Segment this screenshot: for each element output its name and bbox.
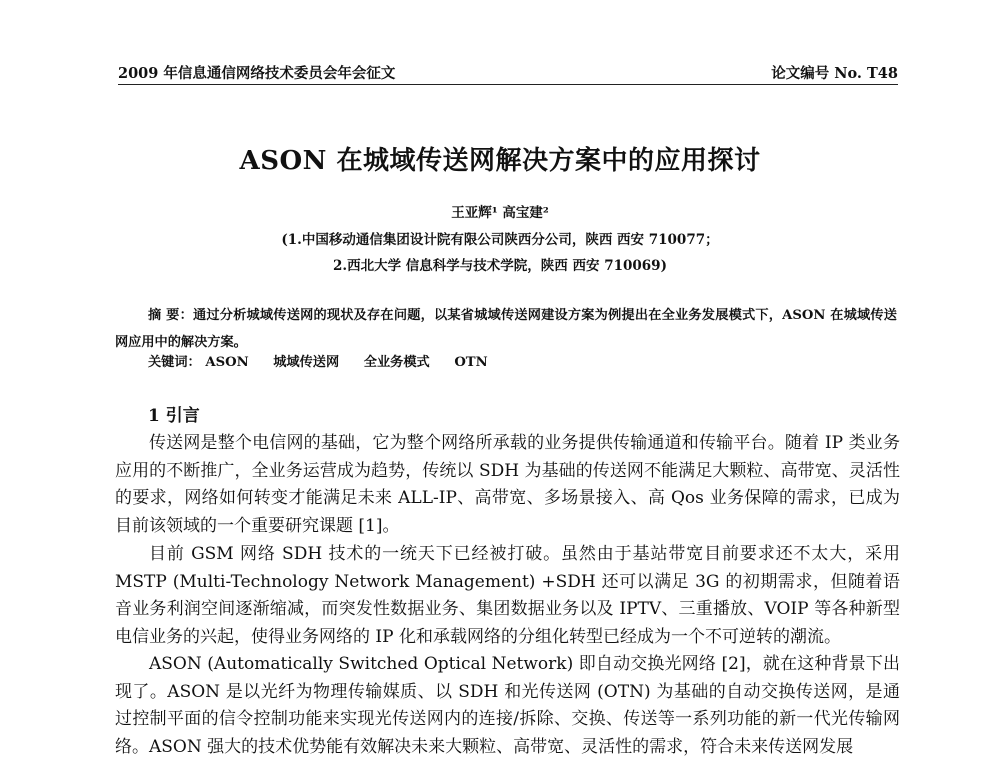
keyword: 全业务模式 — [363, 355, 430, 370]
paper-title: ASON 在城域传送网解决方案中的应用探讨 — [239, 146, 761, 176]
authors: 王亚辉¹ 高宝建² — [451, 205, 549, 221]
keyword: OTN — [454, 355, 488, 370]
keywords-label: 关键词： — [148, 355, 201, 370]
section-title: 引言 — [165, 406, 200, 426]
body-paragraph: 目前 GSM 网络 SDH 技术的一统天下已经被打破。虽然由于基站带宽目前要求还不太大，采用 MSTP (Multi-Technology Network Management) +SDH 还可以满足 3G 的初期需求，但随着语音业务利润空间逐渐缩减，而突发性数据业务、集团数据业务以及 IPTV、三重播放、VOIP 等各种新型电信业务的兴起，使得业务网络的 IP 化和承载网络的分组化转型已经成为一个不可逆转的潮流。 — [115, 544, 900, 647]
section-number: 1 — [148, 406, 160, 426]
page-header — [118, 60, 898, 85]
body-paragraph: 传送网是整个电信网的基础，它为整个网络所承载的业务提供传输通道和传输平台。随着 IP 类业务应用的不断推广，全业务运营成为趋势，传统以 SDH 为基础的传送网不能满足大颗粒、高带宽、灵活性的要求，网络如何转变才能满足未来 ALL-IP、高带宽、多场景接入、高 Qos 业务保障的需求，已成为目前该领域的一个重要研究课题 [1]。 — [115, 433, 900, 536]
paper-number: 论文编号 No. T48 — [771, 65, 898, 82]
keyword: ASON — [205, 355, 249, 370]
conference-name: 2009 年信息通信网络技术委员会年会征文 — [118, 65, 396, 82]
keyword: 城域传送网 — [273, 355, 340, 370]
affiliation-2: 2.西北大学 信息科学与技术学院，陕西 西安 710069) — [333, 258, 667, 274]
section-heading — [148, 401, 200, 426]
abstract — [115, 302, 897, 356]
keywords — [148, 351, 508, 370]
abstract-label: 摘 要： — [148, 308, 193, 323]
affiliation-1: (1.中国移动通信集团设计院有限公司陕西分公司，陕西 西安 710077； — [281, 232, 719, 248]
abstract-text: 通过分析城域传送网的现状及存在问题，以某省城域传送网建设方案为例提出在全业务发展模式下，ASON 在城域传送网应用中的解决方案。 — [115, 308, 897, 350]
body-paragraph: ASON (Automatically Switched Optical Network) 即自动交换光网络 [2]，就在这种背景下出现了。ASON 是以光纤为物理传输媒质、以 SDH 和光传送网 (OTN) 为基础的自动交换传送网，是通过控制平面的信令控制功能来实现光传送网内的连接/拆除、交换、传送等一系列功能的新一代光传输网络。ASON 强大的技术优势能有效解决未来大颗粒、高带宽、灵活性的需求，符合未来传送网发展 — [115, 654, 900, 757]
